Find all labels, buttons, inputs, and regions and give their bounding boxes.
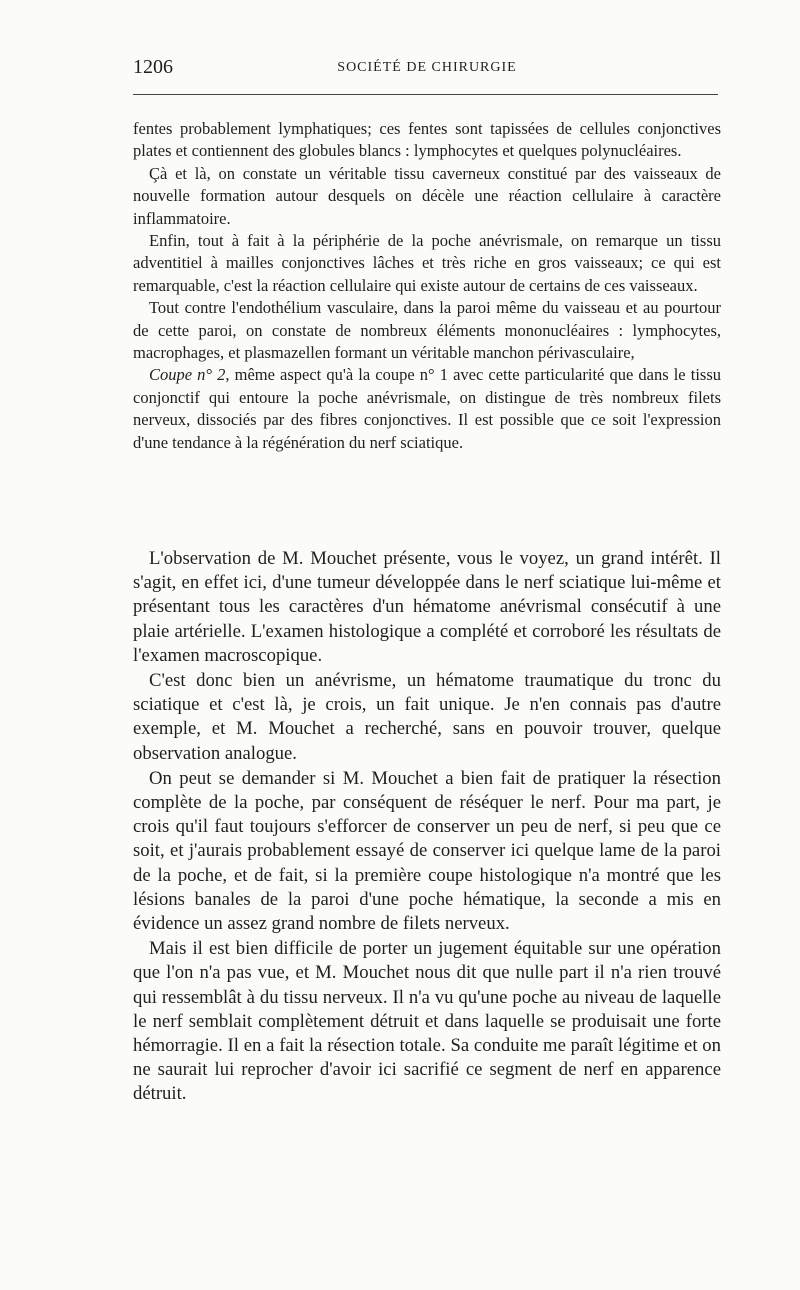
paragraph: Çà et là, on constate un véritable tissu caverneux constitué par des vaisseaux de nouvelle formation autour desquels on décèle une réaction cellulaire à caractère inflammatoire. <box>133 163 721 228</box>
paragraph: L'observation de M. Mouchet présente, vous le voyez, un grand intérêt. Il s'agit, en effet ici, d'une tumeur développée dans le nerf sciatique lui-même et présentant tous les caractères d'un hématome anévrismal consécutif à une plaie artérielle. L'examen histologique a complété et corroboré les résultats de l'examen macroscopique. <box>133 548 721 666</box>
header-rule <box>133 94 718 95</box>
paragraph: Enfin, tout à fait à la périphérie de la poche anévrismale, on remarque un tissu adventitiel à mailles conjonctives lâches et très riche en gros vaisseaux; ce qui est remarquable, c'est la réaction cellulaire qui existe autour de certains de ces vaisseaux. <box>133 231 721 295</box>
histology-report <box>133 118 721 454</box>
section-label: Coupe n° 2, <box>149 365 230 385</box>
running-title: SOCIÉTÉ DE CHIRURGIE <box>337 60 517 75</box>
page-number: 1206 <box>133 56 173 78</box>
paragraph-text: même aspect qu'à la coupe n° 1 avec cette particularité que dans le tissu conjonctif qui entoure la poche anévrismale, on distingue de très nombreux filets nerveux, dissociés par des fibres conjonctives. Il est possible que ce soit l'expression d'une tendance à la régénération du nerf sciatique. <box>133 365 721 452</box>
paragraph <box>133 364 721 454</box>
commentary <box>133 547 721 1107</box>
paragraph: On peut se demander si M. Mouchet a bien fait de pratiquer la résection complète de la poche, par conséquent de réséquer le nerf. Pour ma part, je crois qu'il faut toujours s'efforcer de conserver un peu de nerf, si peu que ce soit, et j'aurais probablement essayé de conserver ici quelque lame de la paroi de la poche, et de fait, si la première coupe histologique n'a montré que les lésions banales de la paroi d'une poche hématique, la seconde a mis en évidence un assez grand nombre de filets nerveux. <box>133 767 721 935</box>
running-head <box>133 56 721 86</box>
paragraph: Mais il est bien difficile de porter un jugement équitable sur une opération que l'on n'a pas vue, et M. Mouchet nous dit que nulle part il n'a rien trouvé qui ressemblât à du tissu nerveux. Il n'a vu qu'une poche au niveau de laquelle le nerf semblait complètement détruit et dans laquelle se produisait une forte hémorragie. Il en a fait la résection totale. Sa conduite me paraît légitime et on ne saurait lui reprocher d'avoir ici sacrifié ce segment de nerf en apparence détruit. <box>133 938 721 1105</box>
paragraph: Tout contre l'endothélium vasculaire, dans la paroi même du vaisseau et au pourtour de cette paroi, on constate de nombreux éléments mononucléaires : lymphocytes, macrophages, et plasmazellen formant un véritable manchon périvasculaire, <box>133 298 721 363</box>
paragraph: fentes probablement lymphatiques; ces fentes sont tapissées de cellules conjonctives plates et contiennent des globules blancs : lymphocytes et quelques polynucléaires. <box>133 119 721 161</box>
paragraph: C'est donc bien un anévrisme, un hématome traumatique du tronc du sciatique et c'est là, je crois, un fait unique. Je n'en connais pas d'autre exemple, et M. Mouchet a recherché, sans en pouvoir trouver, quelque observation analogue. <box>133 670 721 764</box>
